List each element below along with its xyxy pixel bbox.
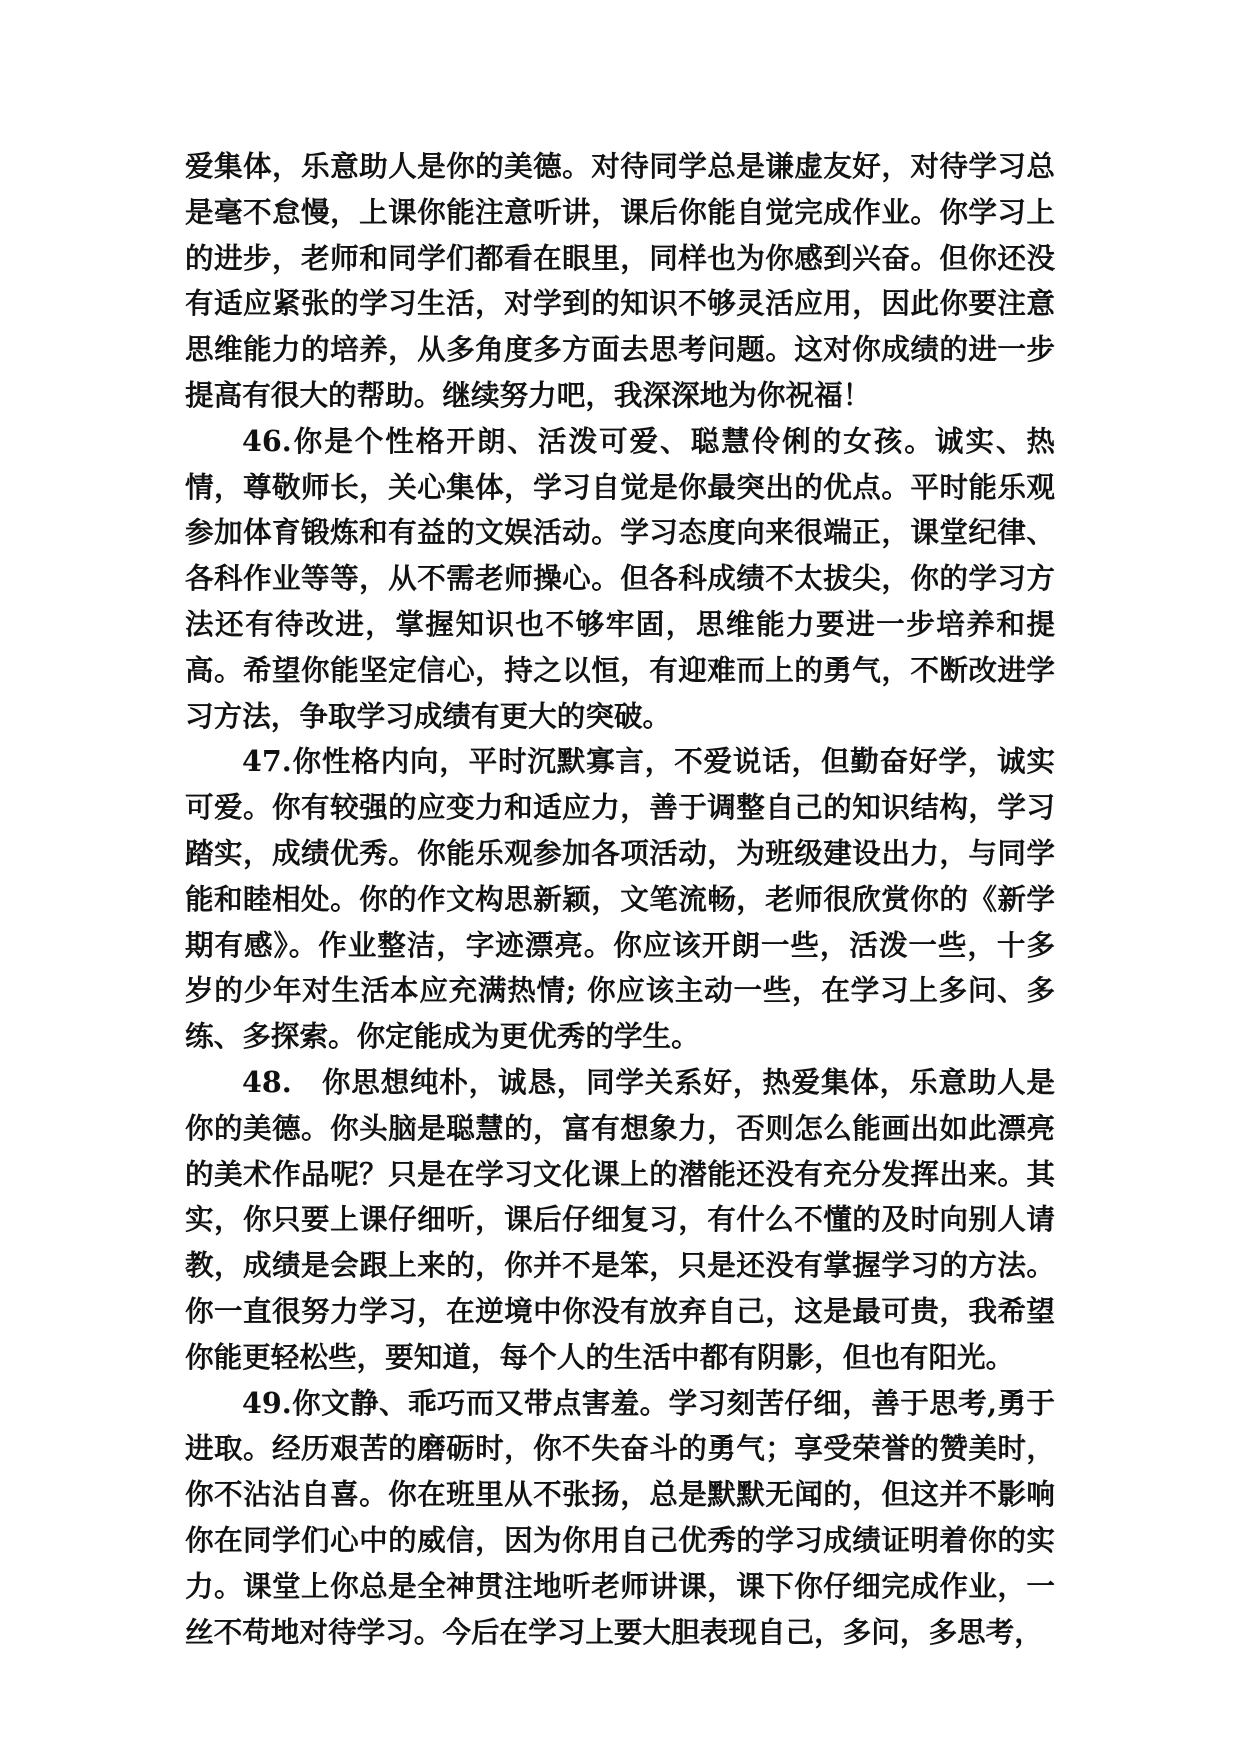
paragraph-continued: 爱集体，乐意助人是你的美德。对待同学总是谦虚友好，对待学习总是毫不怠慢，上课你能注意听讲，课后你能自觉完成作业。你学习上的进步，老师和同学们都看在眼里，同样也为你感到兴奋。但你还没有适应紧张的学习生活，对学到的知识不够灵活应用，因此你要注意思维能力的培养，从多角度多方面去思考问题。这对你成绩的进一步提高有很大的帮助。继续努力吧，我深深地为你祝福！ bbox=[185, 149, 1055, 412]
document-body bbox=[185, 144, 1055, 1655]
paragraph-47: 47.你性格内向，平时沉默寡言，不爱说话，但勤奋好学，诚实可爱。你有较强的应变力和适应力，善于调整自己的知识结构，学习踏实，成绩优秀。你能乐观参加各项活动，为班级建设出力，与同学能和睦相处。你的作文构思新颖，文笔流畅，老师很欣赏你的《新学期有感》。作业整洁，字迹漂亮。你应该开朗一些，活泼一些，十多岁的少年对生活本应充满热情; 你应该主动一些，在学习上多问、多练、多探索。你定能成为更优秀的学生。 bbox=[185, 744, 1055, 1054]
paragraph-46: 46.你是个性格开朗、活泼可爱、聪慧伶俐的女孩。诚实、热情，尊敬师长，关心集体，学习自觉是你最突出的优点。平时能乐观参加体育锻炼和有益的文娱活动。学习态度向来很端正，课堂纪律、各科作业等等，从不需老师操心。但各科成绩不太拔尖，你的学习方法还有待改进，掌握知识也不够牢固，思维能力要进一步培养和提高。希望你能坚定信心，持之以恒，有迎难而上的勇气，不断改进学习方法，争取学习成绩有更大的突破。 bbox=[185, 423, 1055, 733]
paragraph-48: 48. 你思想纯朴，诚恳，同学关系好，热爱集体，乐意助人是你的美德。你头脑是聪慧的，富有想象力，否则怎么能画出如此漂亮的美术作品呢？只是在学习文化课上的潜能还没有充分发挥出来。其实，你只要上课仔细听，课后仔细复习，有什么不懂的及时向别人请教，成绩是会跟上来的，你并不是笨，只是还没有掌握学习的方法。你一直很努力学习，在逆境中你没有放弃自己，这是最可贵，我希望你能更轻松些，要知道，每个人的生活中都有阴影，但也有阳光。 bbox=[185, 1064, 1055, 1374]
paragraph-49: 49.你文静、乖巧而又带点害羞。学习刻苦仔细，善于思考,勇于进取。经历艰苦的磨砺时，你不失奋斗的勇气；享受荣誉的赞美时，你不沾沾自喜。你在班里从不张扬，总是默默无闻的，但这并不影响你在同学们心中的威信，因为你用自己优秀的学习成绩证明着你的实力。课堂上你总是全神贯注地听老师讲课，课下你仔细完成作业，一丝不苟地对待学习。今后在学习上要大胆表现自己，多问，多思考， bbox=[185, 1385, 1055, 1649]
